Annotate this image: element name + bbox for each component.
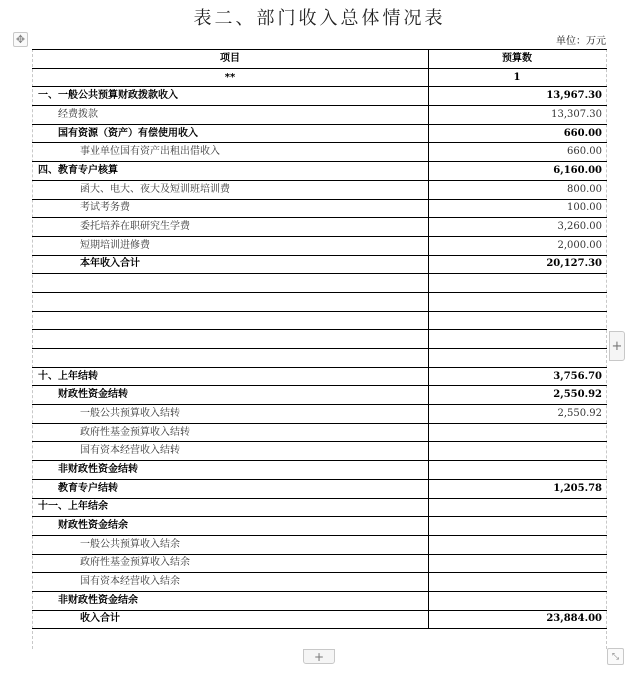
table-row xyxy=(32,311,607,330)
row-value-cell[interactable]: 2,550.92 xyxy=(429,405,608,424)
table-row xyxy=(32,330,607,349)
table-row xyxy=(32,162,607,181)
add-row-button[interactable]: + xyxy=(303,649,335,664)
row-item-cell[interactable]: 委托培养在职研究生学费 xyxy=(32,218,429,237)
row-value-cell[interactable]: 23,884.00 xyxy=(429,610,608,629)
row-value-cell[interactable] xyxy=(429,554,608,573)
table-row xyxy=(32,573,607,592)
index-row xyxy=(32,68,607,87)
row-item-cell[interactable] xyxy=(32,349,429,368)
table-row xyxy=(32,610,607,629)
row-value-cell[interactable] xyxy=(429,423,608,442)
table-row xyxy=(32,199,607,218)
row-item-cell[interactable]: 财政性资金结转 xyxy=(32,386,429,405)
table-row xyxy=(32,349,607,368)
row-item-cell[interactable]: 事业单位国有资产出租出借收入 xyxy=(32,143,429,162)
row-item-cell[interactable]: 一般公共预算收入结转 xyxy=(32,405,429,424)
row-item-cell[interactable]: 收入合计 xyxy=(32,610,429,629)
table-row xyxy=(32,236,607,255)
table-row xyxy=(32,591,607,610)
row-item-cell[interactable]: 短期培训进修费 xyxy=(32,236,429,255)
table-row xyxy=(32,124,607,143)
row-item-cell[interactable] xyxy=(32,274,429,293)
row-item-cell[interactable]: 经费拨款 xyxy=(32,106,429,125)
row-value-cell[interactable]: 2,000.00 xyxy=(429,236,608,255)
row-value-cell[interactable] xyxy=(429,292,608,311)
row-item-cell[interactable]: 函大、电大、夜大及短训班培训费 xyxy=(32,180,429,199)
table-row xyxy=(32,405,607,424)
row-value-cell[interactable]: 3,260.00 xyxy=(429,218,608,237)
row-item-cell[interactable]: 政府性基金预算收入结余 xyxy=(32,554,429,573)
row-value-cell[interactable] xyxy=(429,311,608,330)
document-title: 表二、部门收入总体情况表 xyxy=(193,8,446,29)
index-budget[interactable]: 1 xyxy=(429,68,608,87)
row-item-cell[interactable]: 一、一般公共预算财政拨款收入 xyxy=(32,87,429,106)
row-value-cell[interactable] xyxy=(429,535,608,554)
row-value-cell[interactable]: 13,307.30 xyxy=(429,106,608,125)
table-row xyxy=(32,386,607,405)
table-row xyxy=(32,423,607,442)
table-resize-icon[interactable]: ⤡ xyxy=(607,648,624,665)
row-value-cell[interactable] xyxy=(429,330,608,349)
table-row xyxy=(32,143,607,162)
row-value-cell[interactable]: 2,550.92 xyxy=(429,386,608,405)
add-column-button[interactable]: + xyxy=(609,331,625,361)
row-value-cell[interactable]: 660.00 xyxy=(429,124,608,143)
table-row xyxy=(32,517,607,536)
row-value-cell[interactable]: 660.00 xyxy=(429,143,608,162)
header-row xyxy=(32,50,607,69)
row-value-cell[interactable] xyxy=(429,461,608,480)
row-value-cell[interactable]: 3,756.70 xyxy=(429,367,608,386)
table-row xyxy=(32,218,607,237)
row-item-cell[interactable]: 政府性基金预算收入结转 xyxy=(32,423,429,442)
row-value-cell[interactable]: 100.00 xyxy=(429,199,608,218)
row-value-cell[interactable]: 13,967.30 xyxy=(429,87,608,106)
row-value-cell[interactable] xyxy=(429,349,608,368)
row-value-cell[interactable] xyxy=(429,498,608,517)
table-row xyxy=(32,554,607,573)
row-item-cell[interactable]: 非财政性资金结余 xyxy=(32,591,429,610)
row-value-cell[interactable] xyxy=(429,573,608,592)
row-value-cell[interactable]: 20,127.30 xyxy=(429,255,608,274)
table-row xyxy=(32,292,607,311)
table-row xyxy=(32,535,607,554)
row-item-cell[interactable] xyxy=(32,311,429,330)
row-value-cell[interactable]: 6,160.00 xyxy=(429,162,608,181)
row-item-cell[interactable]: 国有资源（资产）有偿使用收入 xyxy=(32,124,429,143)
table-row xyxy=(32,461,607,480)
row-item-cell[interactable]: 十、上年结转 xyxy=(32,367,429,386)
row-value-cell[interactable] xyxy=(429,442,608,461)
row-item-cell[interactable]: 十一、上年结余 xyxy=(32,498,429,517)
row-item-cell[interactable]: 财政性资金结余 xyxy=(32,517,429,536)
row-item-cell[interactable]: 国有资本经营收入结转 xyxy=(32,442,429,461)
table-row xyxy=(32,367,607,386)
table-row xyxy=(32,442,607,461)
index-item[interactable]: ** xyxy=(32,68,429,87)
row-item-cell[interactable]: 四、教育专户核算 xyxy=(32,162,429,181)
row-item-cell[interactable] xyxy=(32,292,429,311)
row-item-cell[interactable]: 非财政性资金结转 xyxy=(32,461,429,480)
row-value-cell[interactable] xyxy=(429,591,608,610)
row-value-cell[interactable]: 1,205.78 xyxy=(429,479,608,498)
row-value-cell[interactable] xyxy=(429,274,608,293)
table-row xyxy=(32,255,607,274)
table-move-handle-icon[interactable]: ✥ xyxy=(13,32,28,47)
table-row xyxy=(32,498,607,517)
row-item-cell[interactable]: 一般公共预算收入结余 xyxy=(32,535,429,554)
header-budget[interactable]: 预算数 xyxy=(429,50,608,69)
row-item-cell[interactable]: 本年收入合计 xyxy=(32,255,429,274)
row-item-cell[interactable]: 教育专户结转 xyxy=(32,479,429,498)
table-row xyxy=(32,180,607,199)
row-item-cell[interactable]: 考试考务费 xyxy=(32,199,429,218)
table-row xyxy=(32,479,607,498)
row-item-cell[interactable]: 国有资本经营收入结余 xyxy=(32,573,429,592)
row-value-cell[interactable]: 800.00 xyxy=(429,180,608,199)
header-item[interactable]: 项目 xyxy=(32,50,429,69)
table-row xyxy=(32,274,607,293)
row-item-cell[interactable] xyxy=(32,330,429,349)
table-row xyxy=(32,106,607,125)
budget-table xyxy=(32,49,607,629)
unit-label: 单位：万元 xyxy=(556,36,606,47)
row-value-cell[interactable] xyxy=(429,517,608,536)
table-row xyxy=(32,87,607,106)
